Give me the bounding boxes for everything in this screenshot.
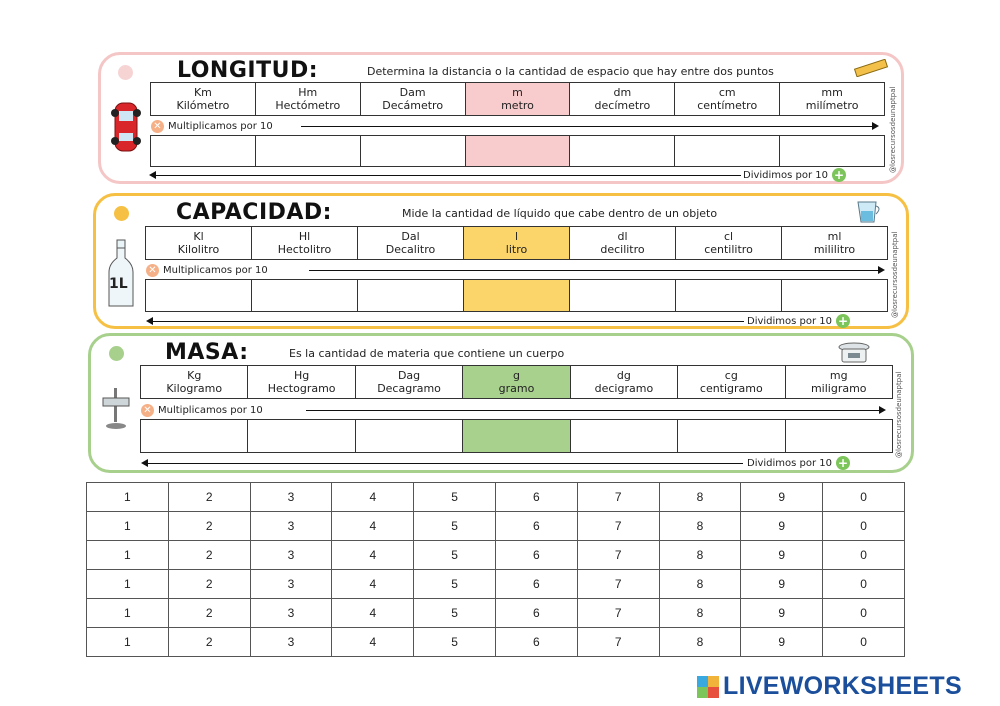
number-tile[interactable]: 2: [168, 599, 250, 628]
number-tile[interactable]: 3: [250, 599, 332, 628]
multiply-arrow: [306, 410, 884, 411]
number-tile[interactable]: 0: [823, 570, 905, 599]
unit-dm: dm decímetro: [570, 83, 675, 115]
number-tile[interactable]: 0: [823, 599, 905, 628]
unit-dal: Dal Decalitro: [358, 227, 464, 259]
masa-title: MASA:: [165, 340, 249, 365]
bottle-label: 1L: [109, 276, 128, 292]
multiply-icon: ✕: [151, 120, 164, 133]
answer-box[interactable]: [141, 420, 248, 452]
number-tile[interactable]: 0: [823, 628, 905, 657]
number-tile[interactable]: 8: [659, 483, 741, 512]
number-tile[interactable]: 0: [823, 512, 905, 541]
number-tile[interactable]: 8: [659, 541, 741, 570]
unit-g: g gramo: [463, 366, 570, 398]
number-tile[interactable]: 1: [87, 570, 169, 599]
number-tile[interactable]: 9: [741, 512, 823, 541]
answer-box[interactable]: [782, 280, 887, 311]
number-tile[interactable]: 9: [741, 628, 823, 657]
longitud-title: LONGITUD:: [177, 58, 319, 83]
number-tile[interactable]: 9: [741, 570, 823, 599]
unit-kg: Kg Kilogramo: [141, 366, 248, 398]
number-tile[interactable]: 1: [87, 628, 169, 657]
multiply-icon: ✕: [141, 404, 154, 417]
number-tile[interactable]: 0: [823, 541, 905, 570]
number-tile[interactable]: 4: [332, 628, 414, 657]
longitud-answer-row: [150, 135, 885, 167]
divide-arrow: [143, 463, 743, 464]
multiply-arrow: [309, 270, 883, 271]
logo-mark-icon: [697, 676, 719, 698]
number-tile[interactable]: 7: [577, 628, 659, 657]
unit-dl: dl decilitro: [570, 227, 676, 259]
masa-answer-row: [140, 419, 893, 453]
number-tile[interactable]: 4: [332, 570, 414, 599]
unit-kl: Kl Kilolitro: [146, 227, 252, 259]
number-tile[interactable]: 4: [332, 541, 414, 570]
number-tile[interactable]: 6: [495, 483, 577, 512]
credit-text: @losrecursosdeunaptpal: [895, 371, 903, 458]
answer-box[interactable]: [780, 136, 884, 166]
answer-box[interactable]: [356, 420, 463, 452]
capacidad-panel: [93, 193, 909, 329]
answer-box[interactable]: [678, 420, 785, 452]
number-tile[interactable]: 5: [414, 628, 496, 657]
capacidad-description: Mide la cantidad de líquido que cabe dentro de un objeto: [402, 207, 718, 220]
number-tiles-table: [86, 482, 905, 657]
number-row: [87, 512, 905, 541]
unit-ml: ml mililitro: [813, 230, 856, 256]
number-tile[interactable]: 8: [659, 628, 741, 657]
number-tile[interactable]: 4: [332, 599, 414, 628]
number-tile[interactable]: 6: [495, 541, 577, 570]
plus-icon: +: [834, 168, 845, 182]
number-tile[interactable]: 3: [250, 483, 332, 512]
number-tile[interactable]: 5: [414, 541, 496, 570]
number-tile[interactable]: 6: [495, 599, 577, 628]
number-tile[interactable]: 1: [87, 483, 169, 512]
balance-scale-icon: [100, 386, 132, 432]
number-tile[interactable]: 8: [659, 570, 741, 599]
number-tile[interactable]: 8: [659, 512, 741, 541]
number-tile[interactable]: 4: [332, 483, 414, 512]
panel-dot: [109, 346, 124, 361]
multiply-label: ✕ Multiplicamos por 10: [141, 404, 263, 417]
unit-dg: dg decigramo: [571, 366, 678, 398]
number-tile[interactable]: 0: [823, 483, 905, 512]
number-row: [87, 628, 905, 657]
unit-mm: mm milímetro: [805, 86, 859, 112]
multiply-label: ✕ Multiplicamos por 10: [146, 264, 268, 277]
credit-text: @losrecursosdeunaptpal: [889, 86, 897, 173]
number-row: [87, 570, 905, 599]
bottle-icon: [105, 238, 137, 310]
number-tile[interactable]: 7: [577, 483, 659, 512]
number-row: [87, 483, 905, 512]
liveworksheets-logo: [697, 672, 962, 701]
multiply-label: ✕ Multiplicamos por 10: [151, 120, 273, 133]
answer-box[interactable]: [466, 136, 571, 166]
answer-box[interactable]: [570, 136, 675, 166]
answer-box[interactable]: [146, 280, 252, 311]
longitud-description: Determina la distancia o la cantidad de espacio que hay entre dos puntos: [367, 65, 774, 78]
number-tile[interactable]: 7: [577, 541, 659, 570]
divide-arrow: [151, 175, 741, 176]
brand-name: LIVEWORKSHEETS: [723, 672, 962, 700]
number-tile[interactable]: 2: [168, 483, 250, 512]
kitchen-scale-icon: [836, 340, 872, 366]
number-tile[interactable]: 9: [741, 541, 823, 570]
number-tile[interactable]: 9: [741, 483, 823, 512]
number-tile[interactable]: 7: [577, 512, 659, 541]
number-tile[interactable]: 1: [87, 599, 169, 628]
number-tile[interactable]: 3: [250, 512, 332, 541]
longitud-units-row: [150, 82, 885, 116]
answer-box[interactable]: [464, 280, 570, 311]
number-tile[interactable]: 1: [87, 512, 169, 541]
divide-arrow: [148, 321, 744, 322]
answer-box[interactable]: [571, 420, 678, 452]
multiply-icon: ✕: [146, 264, 159, 277]
number-tile[interactable]: 3: [250, 541, 332, 570]
unit-dag: Dag Decagramo: [356, 366, 463, 398]
credit-text: @losrecursosdeunaptpal: [891, 231, 899, 318]
number-tile[interactable]: 5: [414, 599, 496, 628]
unit-l: l litro: [464, 227, 570, 259]
number-tile[interactable]: 1: [87, 541, 169, 570]
panel-dot: [118, 65, 133, 80]
number-tile[interactable]: 7: [577, 599, 659, 628]
number-tile[interactable]: 8: [659, 599, 741, 628]
number-tile[interactable]: 5: [414, 570, 496, 599]
panel-dot: [114, 206, 129, 221]
plus-icon: +: [838, 456, 849, 470]
number-row: [87, 541, 905, 570]
measuring-jug-icon: [854, 199, 884, 225]
number-tile[interactable]: 2: [168, 512, 250, 541]
unit-mg: mg miligramo: [810, 369, 867, 395]
answer-box[interactable]: [256, 136, 361, 166]
number-row: [87, 599, 905, 628]
number-tile[interactable]: 2: [168, 541, 250, 570]
multiply-arrow: [301, 126, 877, 127]
divide-label: Dividimos por 10 +: [747, 456, 849, 470]
number-tile[interactable]: 6: [495, 570, 577, 599]
number-tile[interactable]: 5: [414, 512, 496, 541]
masa-description: Es la cantidad de materia que contiene un cuerpo: [289, 347, 565, 360]
answer-box[interactable]: [358, 280, 464, 311]
number-tile[interactable]: 3: [250, 628, 332, 657]
answer-box[interactable]: [361, 136, 466, 166]
unit-cm: cm centímetro: [675, 83, 780, 115]
unit-hm: Hm Hectómetro: [256, 83, 361, 115]
masa-panel: [88, 333, 914, 473]
capacidad-answer-row: [145, 279, 888, 312]
answer-box[interactable]: [248, 420, 355, 452]
masa-units-row: [140, 365, 893, 399]
number-tile[interactable]: 6: [495, 512, 577, 541]
plus-icon: +: [838, 314, 849, 328]
number-tile[interactable]: 4: [332, 512, 414, 541]
unit-dam: Dam Decámetro: [361, 83, 466, 115]
answer-box[interactable]: [151, 136, 256, 166]
number-tile[interactable]: 3: [250, 570, 332, 599]
ruler-icon: [853, 59, 889, 77]
answer-box[interactable]: [463, 420, 570, 452]
answer-box[interactable]: [252, 280, 358, 311]
unit-km: Km Kilómetro: [151, 83, 256, 115]
number-tile[interactable]: 5: [414, 483, 496, 512]
answer-box[interactable]: [786, 420, 892, 452]
number-tile[interactable]: 2: [168, 628, 250, 657]
number-tile[interactable]: 7: [577, 570, 659, 599]
capacidad-units-row: [145, 226, 888, 260]
answer-box[interactable]: [676, 280, 782, 311]
unit-cg: cg centigramo: [678, 366, 785, 398]
unit-hl: Hl Hectolitro: [252, 227, 358, 259]
number-tile[interactable]: 2: [168, 570, 250, 599]
number-tile[interactable]: 6: [495, 628, 577, 657]
unit-cl: cl centilitro: [676, 227, 782, 259]
divide-label: Dividimos por 10 +: [747, 314, 849, 328]
capacidad-title: CAPACIDAD:: [176, 200, 332, 225]
answer-box[interactable]: [570, 280, 676, 311]
answer-box[interactable]: [675, 136, 780, 166]
unit-m: m metro: [466, 83, 571, 115]
longitud-panel: [98, 52, 904, 184]
car-icon: [109, 99, 143, 155]
unit-hg: Hg Hectogramo: [248, 366, 355, 398]
divide-label: Dividimos por 10 +: [743, 168, 845, 182]
number-tile[interactable]: 9: [741, 599, 823, 628]
